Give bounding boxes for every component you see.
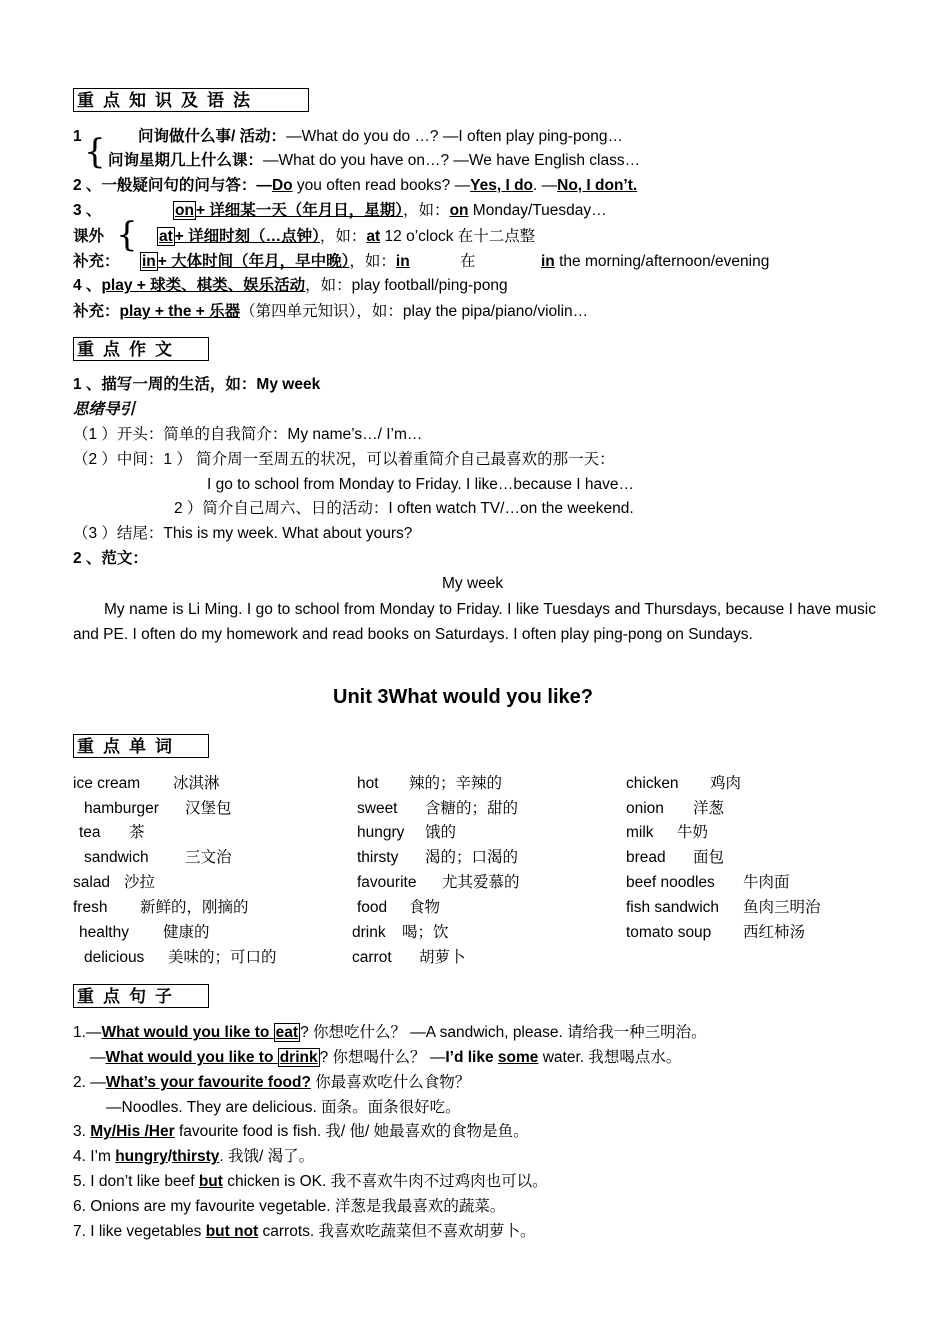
vocab-word: milk <box>626 824 654 841</box>
vocab-word: carrot <box>352 949 392 966</box>
vocab-meaning: 饿的 <box>425 824 457 841</box>
text: favourite food is fish. 我/ 他/ 她最喜欢的食物是鱼。 <box>174 1123 529 1140</box>
prefix: 补充： <box>73 303 120 320</box>
sample-essay: My name is Li Ming. I go to school from Monday to Friday. I like Tuesdays and Thursdays, because I have music and PE. I often do my homework and read books on Saturdays. I often play ping-pong on Sundays. <box>73 601 876 643</box>
section-header-composition: 重点作文 <box>73 337 209 361</box>
do-word: Do <box>271 177 293 194</box>
at-example: at <box>366 228 381 245</box>
guide-point-3: （3 ）结尾：This is my week. What about yours? <box>73 525 413 542</box>
vocab-meaning: 辣的；辛辣的 <box>409 775 503 792</box>
slash: / <box>167 1148 173 1165</box>
grammar-line-6-zai: 在 <box>460 253 476 270</box>
grammar-line-5 <box>157 227 535 247</box>
vocab-word: thirsty <box>357 849 399 866</box>
vocab-word: food <box>357 899 388 916</box>
key-verb: drink <box>279 1049 318 1066</box>
prefix: 2 、一般疑问句的问与答：— <box>73 177 272 194</box>
section-header-grammar: 重点知识及语法 <box>73 88 309 112</box>
grammar-line-1 <box>73 127 623 147</box>
vocab-meaning: 喝；饮 <box>402 924 449 941</box>
tail: 12 o’clock 在十二点整 <box>380 228 536 245</box>
text: 你最喜欢吃什么食物？ <box>310 1074 471 1091</box>
tail: the morning/afternoon/evening <box>554 253 770 270</box>
unit-title: Unit 3What would you like? <box>333 686 593 708</box>
rule: + 详细某一天（年月日，星期） <box>195 202 404 219</box>
vocab-meaning: 冰淇淋 <box>173 775 220 792</box>
grammar-line-8 <box>73 302 588 322</box>
on-boxed: on <box>175 202 194 219</box>
grammar-line-4 <box>73 201 101 221</box>
grammar-line-6-tail <box>541 252 769 272</box>
yes-answer: Yes, I do <box>470 177 534 194</box>
guide-point-2b: I go to school from Monday to Friday. I like…because I have… <box>207 476 635 493</box>
sentence-1 <box>73 1023 707 1043</box>
eg: ，如： <box>403 202 450 219</box>
text: ? 你想喝什么？ — <box>319 1049 446 1066</box>
sample-label: 2 、范文： <box>73 550 148 567</box>
grammar-line-7 <box>73 276 508 296</box>
item-number: 3 、 <box>73 202 102 219</box>
sentence-6: 6. Onions are my favourite vegetable. 洋葱是我最喜欢的蔬菜。 <box>73 1198 506 1215</box>
vocab-word: fish sandwich <box>626 899 720 916</box>
key-verb: eat <box>275 1024 299 1041</box>
vocab-meaning: 美味的；可口的 <box>168 949 277 966</box>
in-boxed: in <box>142 253 156 270</box>
vocab-word: salad <box>73 874 111 891</box>
text: . 我饿/ 渴了。 <box>219 1148 315 1165</box>
sentence-7 <box>73 1222 536 1242</box>
rule: + 详细时刻（…点钟） <box>174 228 320 245</box>
vocab-word: bread <box>626 849 666 866</box>
vocab-meaning: 沙拉 <box>124 874 156 891</box>
key-word: hungry <box>115 1148 168 1165</box>
vocab-meaning: 鸡肉 <box>710 775 742 792</box>
text: water. 我想喝点水。 <box>538 1049 682 1066</box>
label: 课外 <box>73 228 105 245</box>
vocab-meaning: 新鲜的，刚摘的 <box>140 899 249 916</box>
grammar-line-3 <box>73 176 637 196</box>
vocab-word: tomato soup <box>626 924 712 941</box>
on-example: on <box>449 202 469 219</box>
key-word: but <box>198 1173 223 1190</box>
label: 补充： <box>73 253 120 270</box>
text: you often read books? — <box>292 177 471 194</box>
vocab-meaning: 洋葱 <box>693 800 725 817</box>
key-phrase: but not <box>205 1223 259 1240</box>
sentence-2b: —Noodles. They are delicious. 面条。面条很好吃。 <box>106 1099 461 1116</box>
vocab-word: beef noodles <box>626 874 715 891</box>
vocab-word: sandwich <box>84 849 149 866</box>
vocab-word: onion <box>626 800 664 817</box>
vocab-meaning: 面包 <box>693 849 725 866</box>
text: carrots. 我喜欢吃蔬菜但不喜欢胡萝卜。 <box>258 1223 536 1240</box>
eg: ，如： <box>349 253 396 270</box>
vocab-meaning: 含糖的；甜的 <box>425 800 519 817</box>
rule: + 大体时间（年月，早中晚） <box>157 253 350 270</box>
sample-title: My week <box>442 575 504 592</box>
key-phrase: I’d like <box>445 1049 498 1066</box>
eg: ，如： <box>319 228 367 245</box>
vocab-word: delicious <box>84 949 145 966</box>
vocab-meaning: 食物 <box>409 899 441 916</box>
sentence-5 <box>73 1172 548 1192</box>
label: 问询做什么事/ 活动： <box>137 128 287 145</box>
vocab-meaning: 渴的；口渴的 <box>425 849 519 866</box>
text: 7. I like vegetables <box>73 1223 206 1240</box>
tail: （第四单元知识），如：play the pipa/piano/violin… <box>240 303 589 320</box>
tail: Monday/Tuesday… <box>468 202 607 219</box>
sentence-1b <box>90 1048 681 1068</box>
composition-task: 1 、描写一周的生活，如：My week <box>73 376 321 393</box>
key-phrase: What would you like to <box>105 1049 278 1066</box>
key-word: thirsty <box>172 1148 220 1165</box>
in-example: in <box>395 253 410 270</box>
vocab-word: fresh <box>73 899 108 916</box>
example: —What do you have on…? —We have English class… <box>263 152 641 169</box>
section-header-vocabulary: 重点单词 <box>73 734 209 758</box>
tail: ，如：play football/ping-pong <box>305 277 508 294</box>
sentence-3 <box>73 1122 529 1142</box>
key-phrase: What would you like to <box>101 1024 274 1041</box>
rule: play + 球类、棋类、娱乐活动 <box>101 277 306 294</box>
vocab-meaning: 胡萝卜 <box>419 949 466 966</box>
vocab-meaning: 茶 <box>129 824 145 841</box>
label: 问询星期几上什么课： <box>108 152 264 169</box>
left-brace-icon: { <box>84 132 106 172</box>
guide-title: 思绪导引 <box>73 401 136 418</box>
guide-point-2: （2 ）中间：1 ） 简介周一至周五的状况，可以着重简介自己最喜欢的那一天： <box>73 451 615 468</box>
vocab-word: favourite <box>357 874 417 891</box>
text: ? 你想吃什么？ —A sandwich, please. 请给我一种三明治。 <box>300 1024 707 1041</box>
text: — <box>90 1049 106 1066</box>
text: 2. — <box>73 1074 106 1091</box>
vocab-meaning: 西红柿汤 <box>743 924 806 941</box>
vocab-word: tea <box>79 824 101 841</box>
rule: play + the + 乐器 <box>119 303 241 320</box>
text: 1.— <box>73 1024 102 1041</box>
vocab-word: hot <box>357 775 379 792</box>
vocab-word: healthy <box>79 924 129 941</box>
section-header-sentences: 重点句子 <box>73 984 209 1008</box>
item-number: 1 <box>73 128 82 145</box>
text: . — <box>533 177 558 194</box>
vocab-word: sweet <box>357 800 398 817</box>
text: chicken is OK. 我不喜欢牛肉不过鸡肉也可以。 <box>222 1173 548 1190</box>
vocab-word: chicken <box>626 775 679 792</box>
sentence-4 <box>73 1147 314 1167</box>
grammar-line-4-rule <box>173 201 607 221</box>
key-phrase: My/His /Her <box>90 1123 175 1140</box>
text: 5. I don’t like beef <box>73 1173 199 1190</box>
vocab-meaning: 尤其爱慕的 <box>442 874 520 891</box>
grammar-line-6 <box>140 252 410 272</box>
vocab-meaning: 牛肉面 <box>743 874 790 891</box>
grammar-line-5-label <box>73 227 104 247</box>
vocab-meaning: 鱼肉三明治 <box>743 899 821 916</box>
text: 4. I’m <box>73 1148 116 1165</box>
sentence-2 <box>73 1073 470 1093</box>
grammar-line-6-label <box>73 252 120 272</box>
vocab-word: hamburger <box>84 800 159 817</box>
in-example-2: in <box>541 253 555 270</box>
prefix: 4 、 <box>73 277 102 294</box>
vocab-word: drink <box>352 924 386 941</box>
key-phrase: What’s your favourite food? <box>105 1074 311 1091</box>
guide-point-1: （1 ）开头：简单的自我简介：My name’s…/ I’m… <box>73 426 423 443</box>
vocab-meaning: 牛奶 <box>677 824 709 841</box>
left-brace-icon: { <box>116 215 138 255</box>
key-word: some <box>497 1049 539 1066</box>
vocab-meaning: 三文治 <box>185 849 232 866</box>
guide-point-2c: 2 ）简介自己周六、日的活动：I often watch TV/…on the weekend. <box>174 500 634 517</box>
at-boxed: at <box>159 228 173 245</box>
vocab-word: ice cream <box>73 775 141 792</box>
grammar-line-2 <box>108 151 640 171</box>
vocab-meaning: 健康的 <box>163 924 210 941</box>
vocab-word: hungry <box>357 824 405 841</box>
vocab-meaning: 汉堡包 <box>185 800 232 817</box>
example: —What do you do …? —I often play ping-pong… <box>286 128 623 145</box>
text: 3. <box>73 1123 91 1140</box>
no-answer: No, I don’t. <box>557 177 638 194</box>
